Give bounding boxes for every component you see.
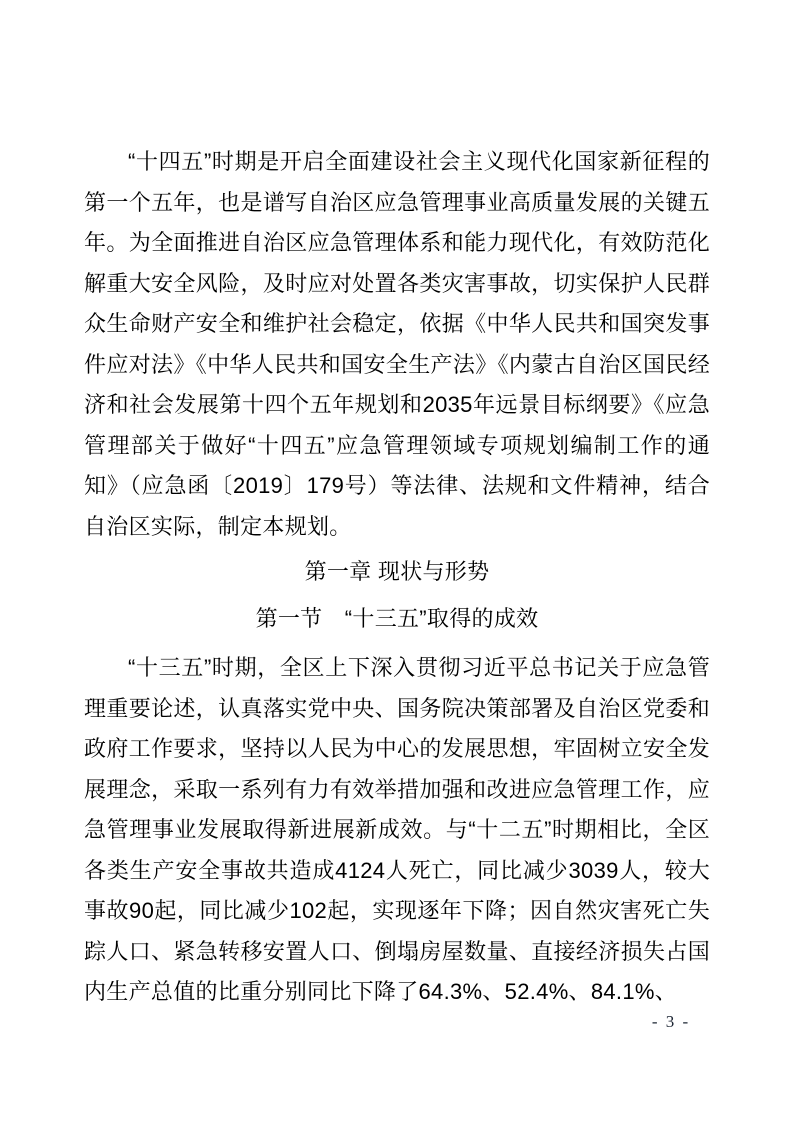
page-number: - 3 -: [651, 1012, 691, 1031]
paragraph-plan-basis: “十四五”时期是开启全面建设社会主义现代化国家新征程的第一个五年，也是谱写自治区应急管理事业高质量发展的关键五年。为全面推进自治区应急管理体系和能力现代化，有效防范化解重大安全风险，及时应对处置各类灾害事故，切实保护人民群众生命财产安全和维护社会稳定，依据《中华人民共和国突发事件应对法》《中华人民共和国安全生产法》《内蒙古自治区国民经济和社会发展第十四个五年规划和2035年远景目标纲要》《应急管理部关于做好“十四五”应急管理领域专项规划编制工作的通知》（应急函〔2019〕179号）等法律、法规和文件精神，结合自治区实际，制定本规划。: [84, 149, 710, 539]
chapter-heading: 第一章 现状与形势: [304, 559, 490, 584]
page-content: [84, 142, 710, 1013]
paragraph-achievements: “十三五”时期，全区上下深入贯彻习近平总书记关于应急管理重要论述，认真落实党中央、国务院决策部署及自治区党委和政府工作要求，坚持以人民为中心的发展思想，牢固树立安全发展理念，采取一系列有力有效举措加强和改进应急管理工作，应急管理事业发展取得新进展新成效。与“十二五”时期相比，全区各类生产安全事故共造成4124人死亡，同比减少3039人，较大事故90起，同比减少102起，实现逐年下降；因自然灾害死亡失踪人口、紧急转移安置人口、倒塌房屋数量、直接经济损失占国内生产总值的比重分别同比下降了64.3%、52.4%、84.1%、: [84, 655, 710, 1004]
section-heading: 第一节 “十三五”取得的成效: [255, 605, 539, 631]
